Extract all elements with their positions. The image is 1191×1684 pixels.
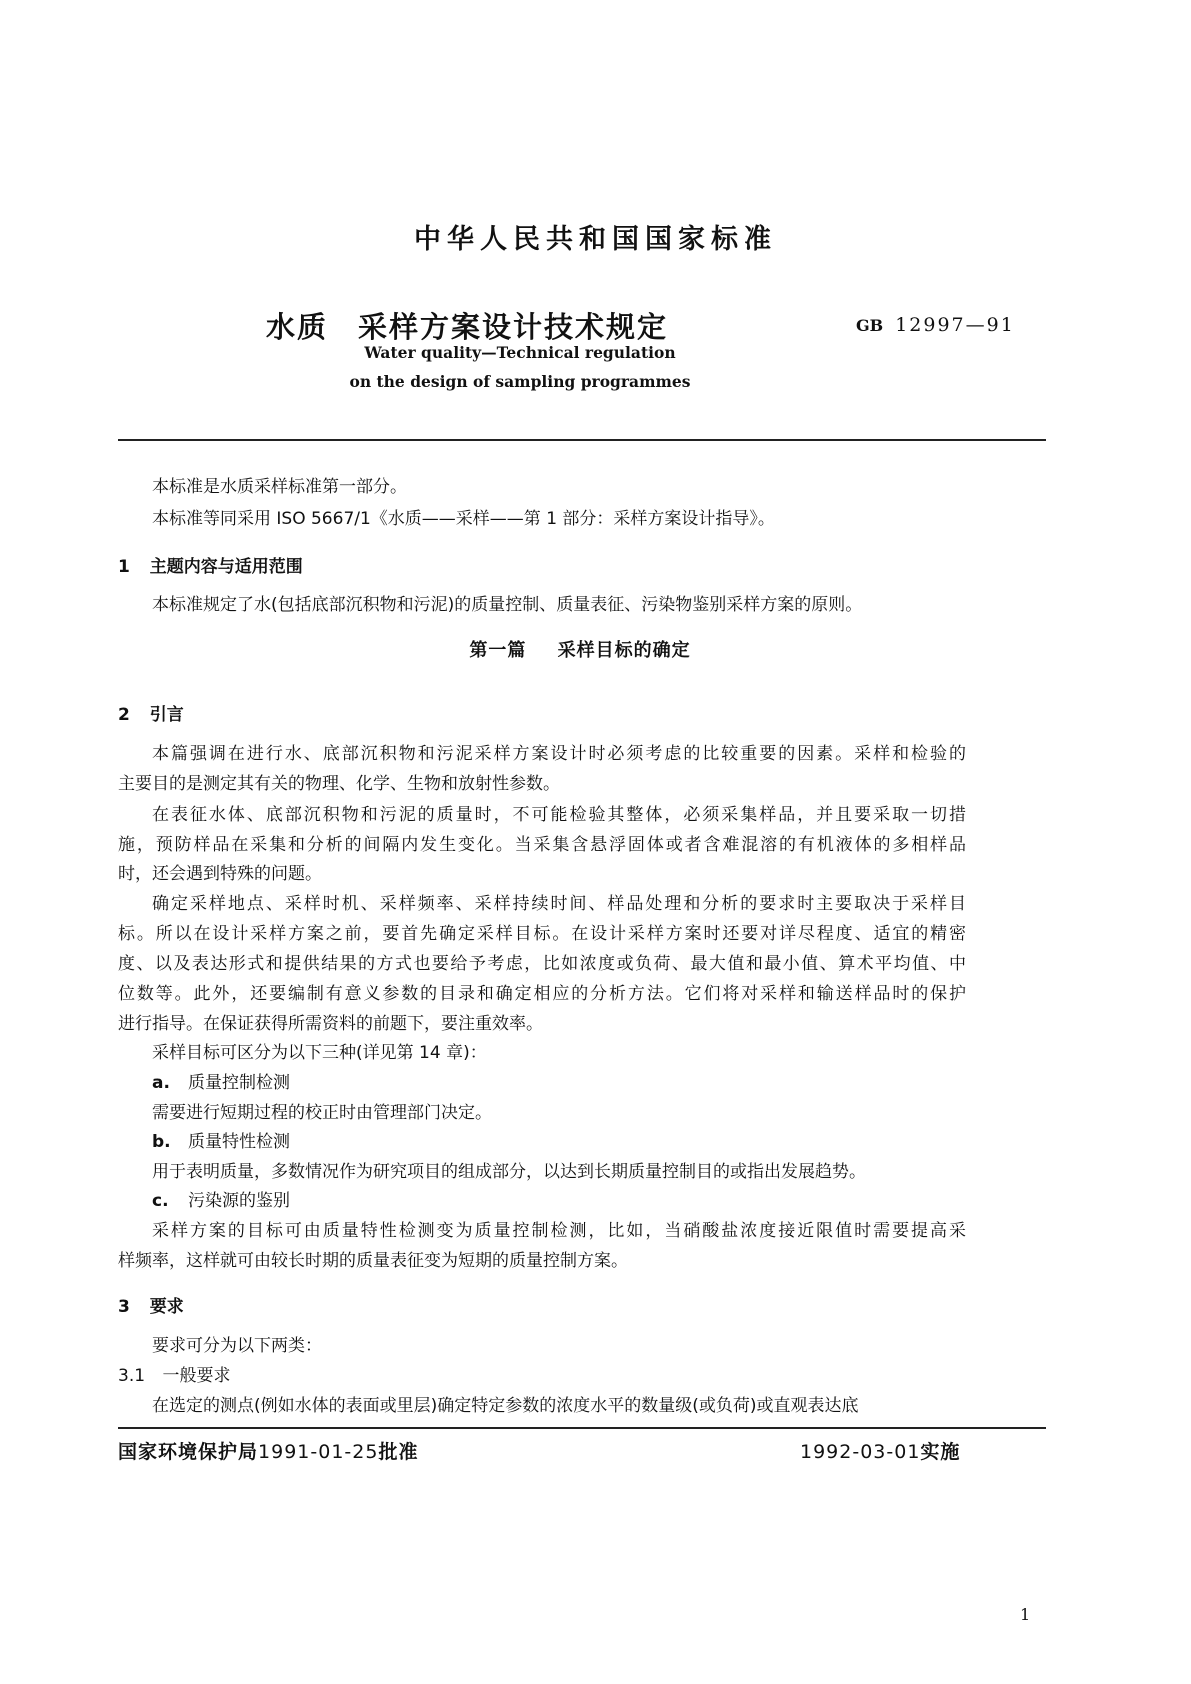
document-title bbox=[266, 305, 668, 346]
section3-text: 要求可分为以下两类： bbox=[152, 1336, 322, 1356]
org-title: 中华人民共和国国家标准 bbox=[414, 224, 777, 255]
body-line: 度、以及表达形式和提供结果的方式也要给予考虑，比如浓度或负荷、最大值和最小值、算术平均值、中 bbox=[118, 954, 966, 974]
body-line: 本篇强调在进行水、底部沉积物和污泥采样方案设计时必须考虑的比较重要的因素。采样和检验的 bbox=[152, 744, 966, 764]
section1-heading bbox=[118, 552, 303, 577]
part-title: 采样目标的确定 bbox=[557, 640, 691, 661]
body-line: 主要目的是测定其有关的物理、化学、生物和放射性参数。 bbox=[118, 774, 560, 794]
section3-heading bbox=[118, 1292, 184, 1317]
header-rule bbox=[118, 439, 1046, 441]
body-line: 标。所以在设计采样方案之前，要首先确定采样目标。在设计采样方案时还要对详尽程度、适宜的精密 bbox=[118, 924, 966, 944]
body-line: 施，预防样品在采集和分析的间隔内发生变化。当采集含悬浮固体或者含难混溶的有机液体的多相样品 bbox=[118, 835, 966, 855]
body-line: 确定采样地点、采样时机、采样频率、采样持续时间、样品处理和分析的要求时主要取决于采样目 bbox=[152, 894, 966, 914]
item-marker: a. bbox=[152, 1073, 170, 1093]
section2-title: 引言 bbox=[149, 705, 184, 725]
body-line: 位数等。此外，还要编制有意义参数的目录和确定相应的分析方法。它们将对采样和输送样品时的保护 bbox=[118, 984, 966, 1004]
issuer: 国家环境保护局 bbox=[118, 1441, 259, 1463]
list-item bbox=[152, 1073, 290, 1093]
section3-title: 要求 bbox=[149, 1297, 184, 1317]
std-prefix: GB bbox=[856, 316, 884, 335]
item-label: 质量控制检测 bbox=[188, 1073, 290, 1093]
implementation-label: 实施 bbox=[920, 1441, 961, 1463]
page-number: 1 bbox=[1020, 1605, 1031, 1624]
section1-text: 本标准规定了水(包括底部沉积物和污泥)的质量控制、质量表征、污染物鉴别采样方案的原则。 bbox=[152, 595, 863, 615]
body-line: 在表征水体、底部沉积物和污泥的质量时，不可能检验其整体，必须采集样品，并且要采取一切措 bbox=[152, 805, 966, 825]
body-line: 采样方案的目标可由质量特性检测变为质量控制检测，比如，当硝酸盐浓度接近限值时需要提高采 bbox=[152, 1221, 966, 1241]
subsection-number: 3.1 bbox=[118, 1366, 146, 1386]
part-label: 第一篇 bbox=[469, 640, 527, 661]
approval-date: 1991-01-25 bbox=[258, 1441, 379, 1463]
section2-number: 2 bbox=[118, 705, 130, 725]
item-marker: c. bbox=[152, 1191, 169, 1211]
footer-rule bbox=[118, 1427, 1046, 1429]
item-desc: 用于表明质量，多数情况作为研究项目的组成部分，以达到长期质量控制目的或指出发展趋势。 bbox=[152, 1162, 866, 1182]
list-item bbox=[152, 1132, 290, 1152]
list-item bbox=[152, 1191, 290, 1211]
title-part1: 水质 bbox=[266, 310, 329, 344]
subsection-3-1 bbox=[118, 1366, 230, 1386]
item-label: 污染源的鉴别 bbox=[188, 1191, 290, 1211]
body-line: 时，还会遇到特殊的问题。 bbox=[118, 864, 322, 884]
english-title-line1: Water quality—Technical regulation bbox=[364, 343, 676, 362]
english-title-line2: on the design of sampling programmes bbox=[349, 372, 691, 391]
body-line: 进行指导。在保证获得所需资料的前题下，要注重效率。 bbox=[118, 1014, 543, 1034]
std-number: 12997—91 bbox=[895, 314, 1015, 336]
body-line: 采样目标可区分为以下三种(详见第 14 章)： bbox=[152, 1043, 487, 1063]
section1-title: 主题内容与适用范围 bbox=[149, 557, 303, 577]
part-heading bbox=[0, 636, 1160, 662]
intro-line2: 本标准等同采用 ISO 5667/1《水质——采样——第 1 部分：采样方案设计指导》。 bbox=[152, 509, 775, 529]
standard-number bbox=[856, 314, 1015, 336]
item-marker: b. bbox=[152, 1132, 171, 1152]
item-desc: 需要进行短期过程的校正时由管理部门决定。 bbox=[152, 1103, 492, 1123]
section2-heading bbox=[118, 700, 184, 725]
subsection-title: 一般要求 bbox=[162, 1366, 231, 1386]
implementation-date: 1992-03-01 bbox=[800, 1441, 921, 1463]
title-part2: 采样方案设计技术规定 bbox=[358, 310, 669, 344]
footer-approval bbox=[118, 1437, 418, 1464]
section1-number: 1 bbox=[118, 557, 130, 577]
item-label: 质量特性检测 bbox=[188, 1132, 290, 1152]
approval-label: 批准 bbox=[378, 1441, 419, 1463]
intro-line1: 本标准是水质采样标准第一部分。 bbox=[152, 477, 407, 497]
subsection-text: 在选定的测点(例如水体的表面或里层)确定特定参数的浓度水平的数量级(或负荷)或直观表达底 bbox=[152, 1396, 859, 1416]
body-line: 样频率，这样就可由较长时期的质量表征变为短期的质量控制方案。 bbox=[118, 1251, 628, 1271]
footer-implementation bbox=[800, 1437, 960, 1464]
section3-number: 3 bbox=[118, 1297, 130, 1317]
